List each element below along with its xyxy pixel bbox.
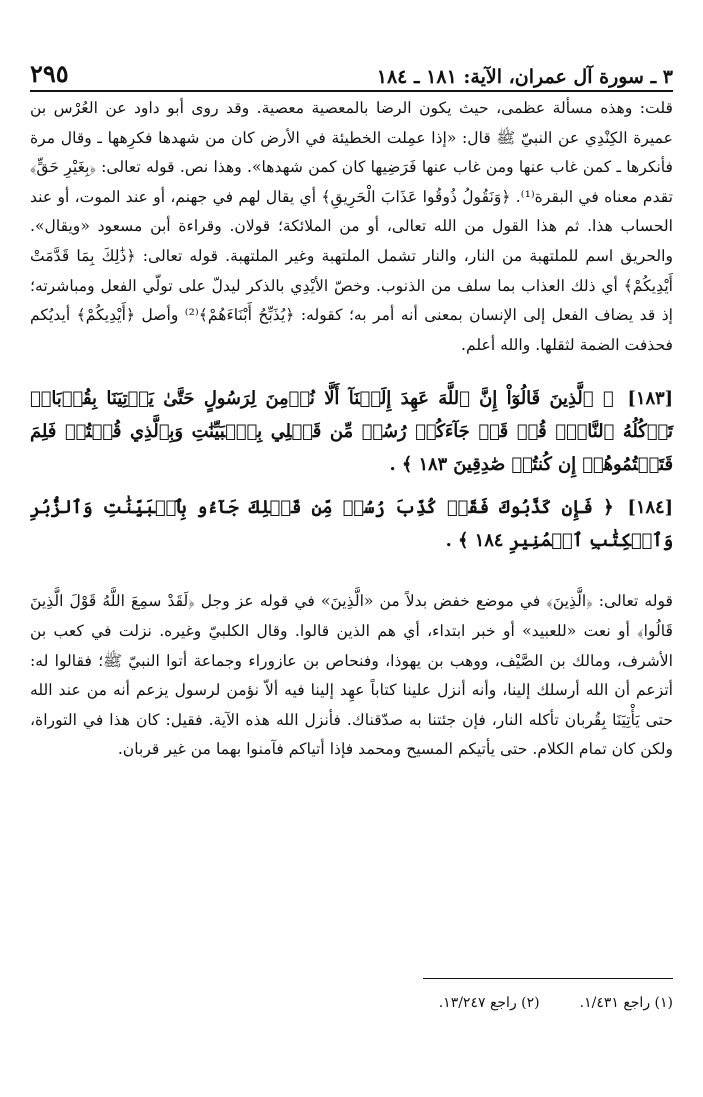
page-body xyxy=(30,94,673,765)
header-divider xyxy=(30,90,673,92)
footnotes xyxy=(439,995,673,1011)
running-title: ٣ ـ سورة آل عمران، الآية: ١٨١ ـ ١٨٤ xyxy=(376,66,673,88)
verse-text: ﴿ ٱلَّذِينَ قَالُوٓاْ إِنَّ ٱللَّهَ عَهِدَ إِلَيۡنَآ أَلَّا نُؤۡمِنَ لِرَسُولٍ حَتَّىٰ يَأۡتِيَنَا بِقُرۡبَانٖ تَأۡكُلُهُ ٱلنَّارُۗ قُلۡ قَدۡ جَآءَكُمۡ رُسُلٞ مِّن قَبۡلِي بِٱلۡبَيِّنَٰتِ وَبِٱلَّذِي قُلۡتُمۡ فَلِمَ قَتَلۡتُمُوهُمۡ إِن كُنتُمۡ صَٰدِقِينَ ١٨٣ ﴾ . xyxy=(30,388,673,476)
verse-184 xyxy=(30,491,673,557)
verse-number: [١٨٤] xyxy=(627,497,673,519)
verse-183 xyxy=(30,382,673,481)
page-header xyxy=(30,52,673,88)
footnote: (١) راجع ١/٤٣١. xyxy=(579,995,673,1011)
tafsir-paragraph: قوله تعالى: ﴿الَّذِينَ﴾ في موضع خفض بدلاً من «الَّذِينَ» في قوله عز وجل ﴿لَقَدْ سمِعَ اللَّهُ قَوْلَ الَّذِينَ قَالُوا﴾ أو نعت «للعبيد» أو خبر ابتداء، أي هم الذين قالوا. وقال الكلبيّ وغيره. نزلت في كعب بن الأشرف، ومالك بن الصَّيْف، ووهب بن يهوذا، وفنحاص بن عازوراء وجماعة أتوا النبيّ ﷺ؛ فقالوا له: أتزعم أن الله أرسلك إلينا، وأنه أنزل علينا كتاباً عهِد إلينا فيه ألاّ نؤمن لرسول يزعم أنه من عند الله حتى يَأْتِيَنَا بِقُربان تأكله النار، فإن جئتنا به صدّقناك. فأنزل الله هذه الآية. فقيل: كان هذا في التوراة، ولكن كان تمام الكلام. حتى يأتيكم المسيح ومحمد فإذا أتياكم فآمنوا بهما من غير قربان. xyxy=(30,592,673,759)
verse-text: ﴿ فَإِن كَذَّبُوكَ فَقَدۡ كُذِّبَ رُسُلٞ مِّن قَبۡلِكَ جَآءُو بِٱلۡبَيِّنَٰتِ وَٱلزُّبُرِ وَٱلۡكِتَٰبِ ٱلۡمُنِيرِ ١٨٤ ﴾ . xyxy=(30,497,673,552)
verse-number: [١٨٣] xyxy=(627,388,673,410)
verse-block xyxy=(30,382,673,557)
page-number: ٢٩٥ xyxy=(30,59,69,88)
footnote: (٢) راجع ١٣/٢٤٧. xyxy=(438,995,540,1011)
commentary-paragraph: قلت: وهذه مسألة عظمى، حيث يكون الرضا بالمعصية معصية. وقد روى أبو داود عن العُرْس بن عميرة الكِنْدِي عن النبيّ ﷺ قال: «إذا عمِلت الخطيئة في الأرض كان من شهدها فكرِهها ـ وقال مرة فأنكرها ـ كمن غاب عنها ومن غاب عنها فَرَضِيها كان كمن شهدها». وهذا نص. قوله تعالى: ﴿بِغَيْرِ حَقٍّ﴾ تقدم معناه في البقرة⁽¹⁾. ﴿وَنَقُولُ ذُوقُوا عَذَابَ الْحَرِيقِ﴾ أي يقال لهم في جهنم، أو عند الموت، أو عند الحساب هذا. ثم هذا القول من الله تعالى، أو من الملائكة؛ قولان. وقراءة أبن مسعود «ويقال». والحريق اسم للملتهبة من النار، والنار تشمل الملتهبة وغير الملتهبة. قوله تعالى: ﴿ذَٰلِكَ بِمَا قَدَّمَتْ أَيْدِيكُمْ﴾ أي ذلك العذاب بما سلف من الذنوب. وخصّ الأيْدِي بالذكر ليدلّ على تولّي الفعل ومباشرته؛ إذ قد يضاف الفعل إلى الإنسان بمعنى أنه أمر به؛ كقوله: ﴿يُذَبِّحُ أَبْنَاءَهُمْ﴾⁽²⁾ وأصل ﴿أَيْدِيكُمْ﴾ أيديُكم فحذفت الضمة لثقلها. والله أعلم. xyxy=(30,99,674,354)
footnote-divider xyxy=(423,978,673,979)
